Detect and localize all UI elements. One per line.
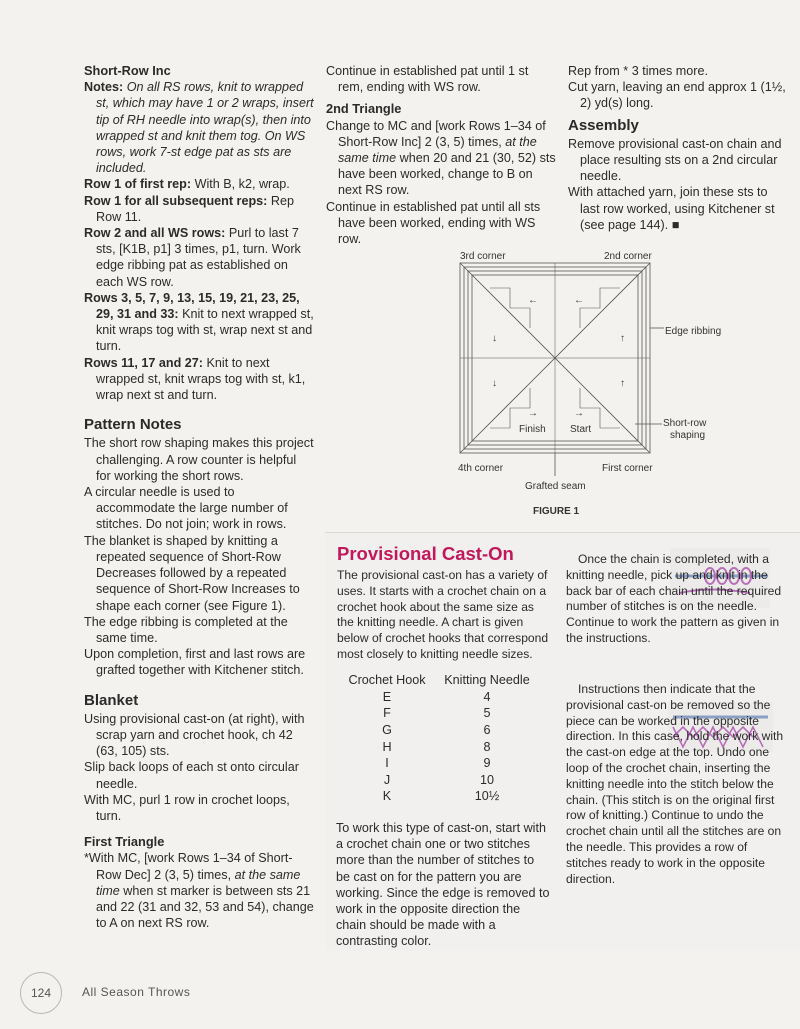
sidebar-title: Provisional Cast-On (337, 543, 514, 564)
table-row: J 10 (383, 772, 494, 787)
sidebar-right-text-1: Once the chain is completed, with a knitting needle, pick up and knit in the back bar of each chain until the required number of stitches is on the needle. Continue to work the pattern as given in the instructions. (566, 552, 782, 645)
rows11-instruction: Rows 11, 17 and 27: Knit to next wrapped st, knit wraps tog with st, k1, wrap next st and turn. (84, 355, 306, 403)
pattern-note: Upon completion, first and last rows are grafted together with Kitchener stitch. (84, 647, 306, 678)
row1b-instruction: Row 1 for all subsequent reps: Rep Row 11. (84, 193, 294, 224)
shortrow-inc-heading: Short-Row Inc (84, 63, 171, 78)
row1-instruction: Row 1 of first rep: With B, k2, wrap. (84, 177, 290, 192)
pattern-note: A circular needle is used to accommodate the large number of stitches. Do not join; work in rows. (84, 485, 288, 532)
assembly-step: Remove provisional cast-on chain and place resulting sts on a 2nd circular needle. (568, 136, 782, 184)
edge-ribbing-label: Edge ribbing (665, 326, 722, 337)
sidebar-right-text-2: Instructions then indicate that the provisional cast-on be removed so the piece can be worked in the opposite direction. In this case, hold the work with the cast-on edge at the top. Undo one loop of the crochet chain, inserting the knitting needle into the stitch below the chain. (This stitch is on the original first row of knitting.) Continue to undo the crochet chain until all the stitches are on the needle. This provides a row of stitches ready to work in the opposite direction. (566, 682, 784, 886)
pattern-note: The blanket is shaped by knitting a repeated sequence of Short-Row Decreases followed by a repeated sequence of Short-Row Increases to shape each corner (see Figure 1). (84, 533, 300, 613)
pattern-note: The short row shaping makes this project challenging. A row counter is helpful for working the short rows. (84, 436, 314, 483)
table-row: H 8 (382, 739, 491, 754)
continue-text-1: Continue in established pat until 1 st rem, ending with WS row. (326, 64, 529, 95)
figure-caption: FIGURE 1 (533, 506, 580, 517)
repeat-text: Rep from * 3 times more. (568, 64, 708, 78)
table-row: G 6 (382, 723, 491, 738)
table-row: I 9 (385, 756, 491, 771)
first-triangle-heading: First Triangle (84, 834, 165, 850)
third-corner-label: 3rd corner (460, 251, 506, 262)
finish-label: Finish (519, 424, 546, 435)
arrow-right-icon: → (528, 408, 538, 419)
arrow-down-icon: ↓ (492, 378, 497, 389)
book-title: All Season Throws (82, 985, 191, 999)
column-1 (84, 63, 314, 931)
arrow-up-icon: ↑ (620, 333, 625, 344)
hook-needle-table (342, 672, 542, 805)
first-corner-label: First corner (602, 463, 653, 474)
column-2 (326, 63, 556, 247)
blanket-step: Using provisional cast-on (at right), with scrap yarn and crochet hook, ch 42 (63, 105) sts. (84, 711, 305, 759)
second-triangle-heading: 2nd Triangle (326, 101, 402, 117)
continue-text-2: Continue in established pat until all sts have been worked, ending with WS row. (326, 199, 541, 247)
first-triangle-text: *With MC, [work Rows 1–34 of Short-Row Dec] 2 (3, 5) times, at the same time when st marker is between sts 21 and 22 (31 and 32, 53 and 54), change to A on next RS row. (84, 851, 314, 931)
short-row-label: shaping (670, 430, 706, 441)
end-mark: ■ (671, 217, 680, 232)
arrow-up-icon: ↑ (620, 378, 625, 389)
table-header: Knitting Needle (444, 673, 530, 688)
grafted-seam-label: Grafted seam (525, 481, 586, 492)
second-corner-label: 2nd corner (604, 251, 652, 262)
pattern-note: The edge ribbing is completed at the same time. (84, 614, 288, 645)
column-3 (568, 63, 790, 233)
table-row: F 5 (383, 706, 491, 721)
sidebar-intro: The provisional cast-on has a variety of uses. It starts with a crochet chain on a crochet hook about the same size as the knitting needle. A chart is given below of crochet hooks that correspond most closely to knitting needle sizes. (337, 568, 549, 661)
arrow-left-icon: ← (528, 295, 538, 306)
blanket-step: With MC, purl 1 row in crochet loops, turn. (84, 792, 290, 823)
arrow-left-icon: ← (574, 295, 584, 306)
sidebar-para-2: To work this type of cast-on, start with a crochet chain one or two stitches more than the number of stitches to be cast on for the pattern you are working. Since the edge is removed to work in the opposite direction the chain should be made with a contrasting color. (336, 821, 550, 949)
notes: Notes: On all RS rows, knit to wrapped st, which may have 1 or 2 wraps, insert tip of RH needle into wrap(s), then into wrapped st and knit them tog. On WS rows, work 7-st edge pat as sts are included. (84, 80, 314, 176)
figure-1 (450, 248, 740, 520)
cut-text: Cut yarn, leaving an end approx 1 (1½, 2) yd(s) long. (568, 80, 786, 111)
short-row-label: Short-row (663, 418, 707, 429)
blanket-heading: Blanket (84, 691, 139, 709)
rows3-instruction: Rows 3, 5, 7, 9, 13, 15, 19, 21, 23, 25, 29, 31 and 33: Knit to next wrapped st, knit wraps tog with st, wrap next st and turn. (84, 290, 314, 354)
assembly-heading: Assembly (568, 116, 639, 134)
pattern-notes-heading: Pattern Notes (84, 416, 182, 434)
table-row: K 10½ (382, 789, 500, 804)
blanket-step: Slip back loops of each st onto circular needle. (84, 760, 299, 791)
row2-instruction: Row 2 and all WS rows: Purl to last 7 sts, [K1B, p1] 3 times, p1, turn. Work edge ribbing pat as established on each WS row. (84, 226, 301, 289)
arrow-right-icon: → (574, 408, 584, 419)
arrow-down-icon: ↓ (492, 333, 497, 344)
page-number: 124 (20, 972, 62, 1014)
second-triangle-text: Change to MC and [work Rows 1–34 of Short-Row Inc] 2 (3, 5) times, at the same time when 20 and 21 (30, 52) sts have been worked, change to B on next RS row. (326, 118, 556, 198)
table-row: E 4 (382, 689, 491, 704)
start-label: Start (570, 424, 592, 435)
fourth-corner-label: 4th corner (458, 463, 504, 474)
table-header: Crochet Hook (348, 673, 426, 688)
assembly-step: With attached yarn, join these sts to last row worked, using Kitchener st (see page 144). ■ (568, 185, 775, 232)
